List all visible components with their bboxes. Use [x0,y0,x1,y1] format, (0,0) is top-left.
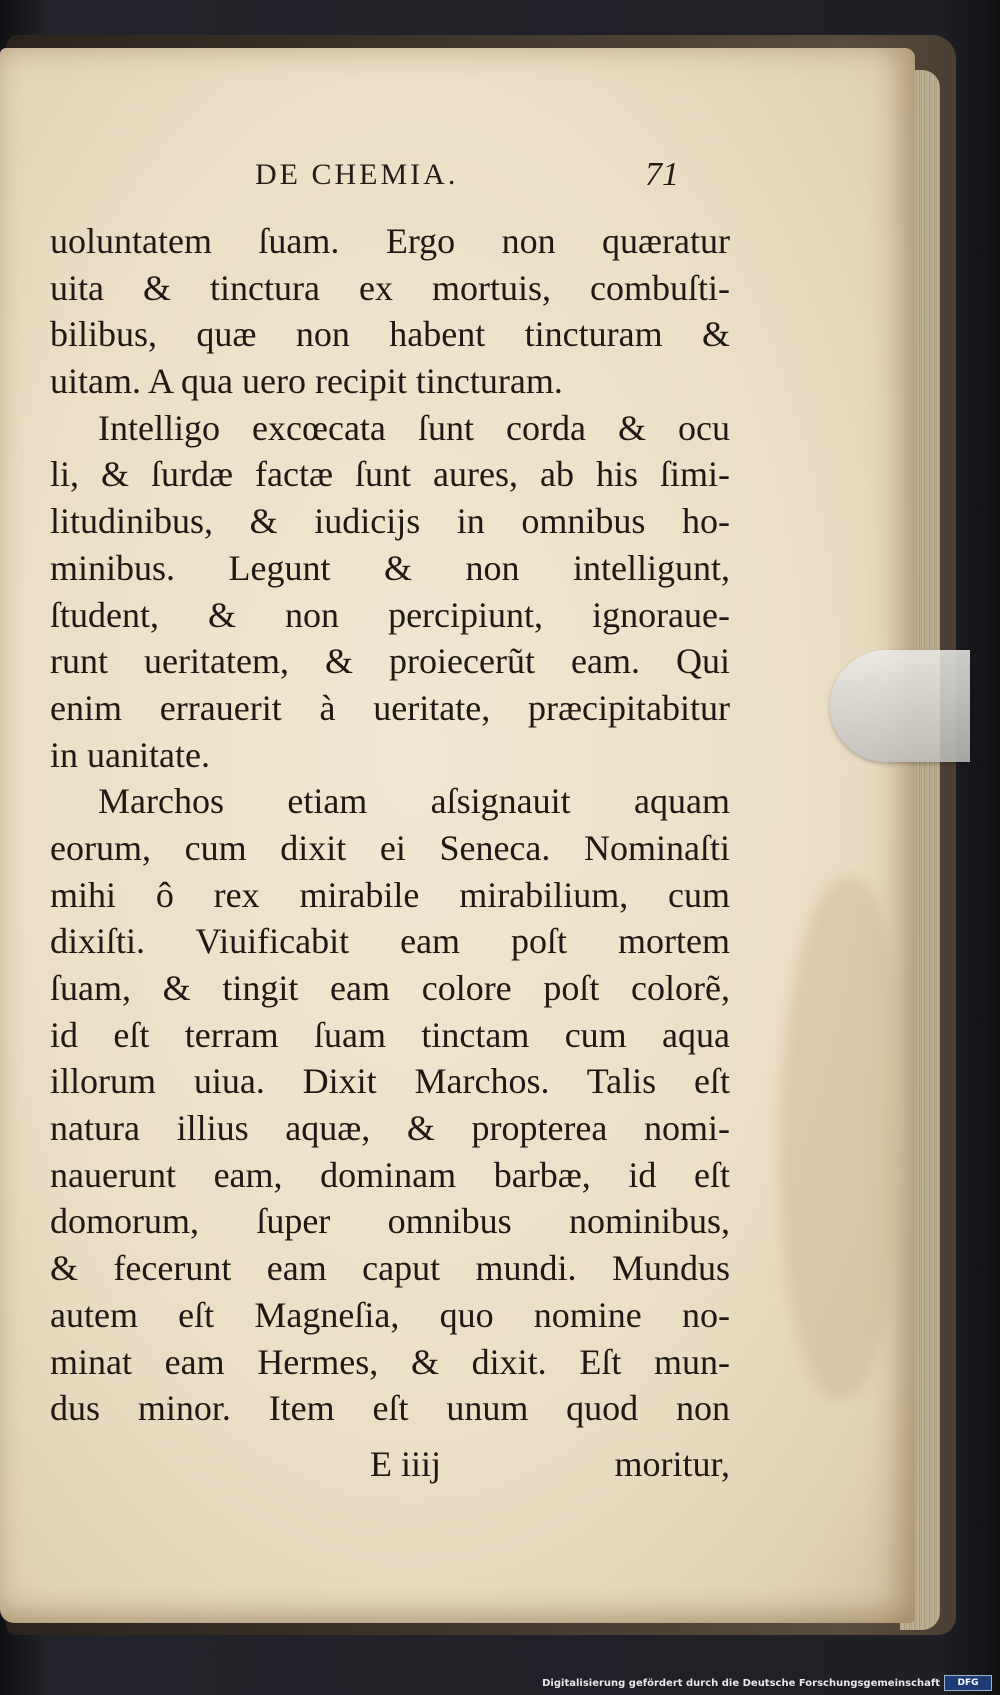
running-head-title: DE CHEMIA. [255,158,459,191]
text-line: domorum, ſuper omnibus nominibus, [50,1201,730,1242]
text-line: enim errauerit à ueritate, præcipitabitur [50,687,730,728]
text-line: uoluntatem ſuam. Ergo non quæratur [50,221,730,261]
text-line: Intelligo excœcata ſunt corda & ocu [98,407,730,448]
text-line: uita & tinctura ex mortuis, combuſti- [50,267,730,308]
text-line: dus minor. Item eſt unum quod non [50,1388,730,1429]
water-stain [780,878,900,1398]
text-line: bilibus, quæ non habent tincturam & [50,314,730,355]
text-line: litudinibus, & iudicijs in omnibus ho- [50,501,730,542]
catchword: moritur, [614,1444,730,1484]
text-line: id eſt terram ſuam tinctam cum aqua [50,1014,730,1055]
text-line: dixiſti. Viuificabit eam poſt mortem [50,921,730,962]
digitization-credit: Digitalisierung gefördert durch die Deutsche Forschungsgemeinschaft [542,1678,940,1689]
text-line: ſtudent, & non percipiunt, ignoraue- [50,594,730,635]
text-line: natura illius aquæ, & propterea nomi- [50,1108,730,1149]
catchline [50,1443,730,1489]
text-line: runt ueritatem, & proiecerũt eam. Qui [50,641,730,682]
text-line: Marchos etiam aſsignauit aquam [98,781,730,822]
text-line: uitam. A qua uero recipit tincturam. [50,361,563,402]
signature-mark: E iiij [370,1444,441,1484]
text-line: nauerunt eam, dominam barbæ, id eſt [50,1154,730,1195]
text-line: ſuam, & tingit eam colore poſt colorẽ, [50,968,730,1008]
page-number: 71 [645,156,679,193]
text-line: illorum uiua. Dixit Marchos. Talis eſt [50,1061,730,1102]
text-line: mihi ô rex mirabile mirabilium, cum [50,874,730,915]
text-line: eorum, cum dixit ei Seneca. Nominaſti [50,827,730,868]
text-line: & fecerunt eam caput mundi. Mundus [50,1248,730,1289]
text-line: minat eam Hermes, & dixit. Eſt mun- [50,1341,730,1382]
text-line: li, & ſurdæ factæ ſunt aures, ab his ſimi- [50,454,730,495]
book-page [0,48,915,1623]
text-line: in uanitate. [50,734,210,775]
text-block [50,218,730,1432]
page-clip [830,650,970,762]
text-line: minibus. Legunt & non intelligunt, [50,547,730,588]
text-line: autem eſt Magneſia, quo nomine no- [50,1294,730,1335]
running-head [0,158,915,198]
dfg-logo: DFG [944,1675,992,1691]
